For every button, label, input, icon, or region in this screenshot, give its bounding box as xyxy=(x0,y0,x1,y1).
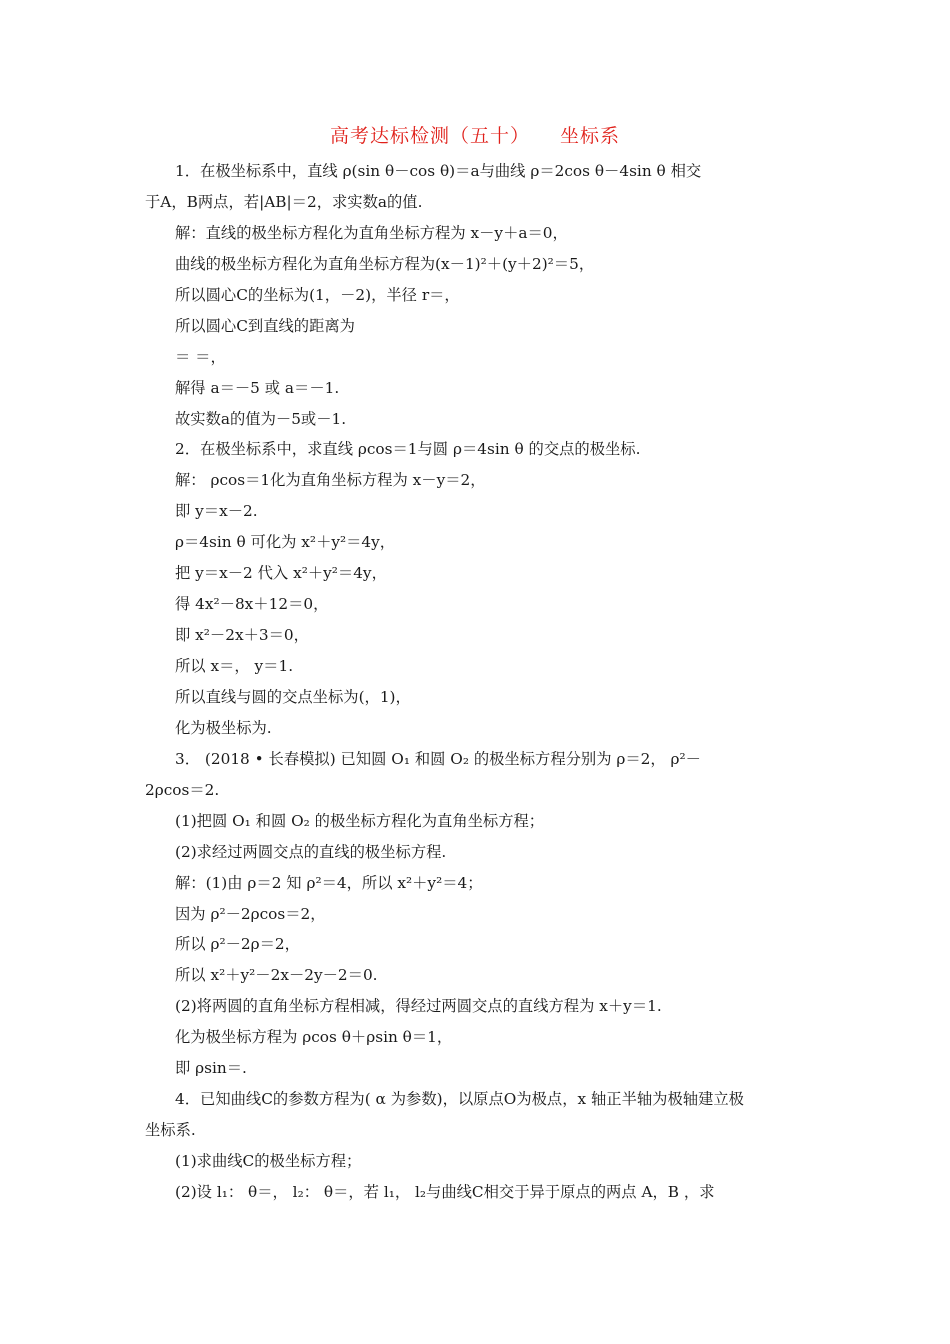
text-line: 故实数a的值为－5或－1. xyxy=(175,409,347,428)
text-line: 即 y＝x－2. xyxy=(175,502,258,521)
text-line: (2)将两圆的直角坐标方程相减，得经过两圆交点的直线方程为 x＋y＝1. xyxy=(175,997,662,1016)
text-line: 得 4x²－8x＋12＝0， xyxy=(175,595,329,614)
text-line: 于A，B两点，若|AB|＝2，求实数a的值. xyxy=(145,192,423,211)
text-line: 所以 ρ²－2ρ＝2， xyxy=(175,935,300,954)
text-line: 4．已知曲线C的参数方程为( α 为参数)，以原点O为极点，x 轴正半轴为极轴建立极 xyxy=(175,1090,744,1109)
text-line: 解得 a＝－5 或 a＝－1. xyxy=(175,378,340,397)
text-line: 把 y＝x－2 代入 x²＋y²＝4y， xyxy=(175,564,387,583)
text-line: ρ＝4sin θ 可化为 x²＋y²＝4y， xyxy=(175,533,396,552)
text-line: (2)求经过两圆交点的直线的极坐标方程. xyxy=(175,842,447,861)
text-line: 2ρcos＝2. xyxy=(145,780,220,799)
title-sub: 坐标系 xyxy=(560,125,621,147)
text-line: (1)把圆 O₁ 和圆 O₂ 的极坐标方程化为直角坐标方程； xyxy=(175,811,545,830)
text-line: (2)设 l₁： θ＝， l₂： θ＝，若 l₁， l₂与曲线C相交于异于原点的两点 A，B ，求 xyxy=(175,1182,715,1201)
text-line: 1．在极坐标系中，直线 ρ(sin θ－cos θ)＝a与曲线 ρ＝2cos θ－4sin θ 相交 xyxy=(175,162,702,180)
text-line: 解：(1)由 ρ＝2 知 ρ²＝4，所以 x²＋y²＝4； xyxy=(175,873,483,892)
text-line: ＝ ＝， xyxy=(175,347,226,366)
text-line: 所以圆心C的坐标为(1，－2)，半径 r＝， xyxy=(175,285,460,304)
text-line: 解：直线的极坐标方程化为直角坐标方程为 x－y＋a＝0， xyxy=(175,223,568,242)
text-line: 化为极坐标为. xyxy=(175,718,272,737)
text-line: 化为极坐标方程为 ρcos θ＋ρsin θ＝1， xyxy=(175,1028,453,1047)
text-line: 所以 x＝， y＝1. xyxy=(175,657,294,675)
text-line: 3． (2018 • 长春模拟) 已知圆 O₁ 和圆 O₂ 的极坐标方程分别为 ρ＝2， ρ²－ xyxy=(175,749,701,768)
text-line: 所以 x²＋y²－2x－2y－2＝0. xyxy=(175,966,378,985)
text-line: (1)求曲线C的极坐标方程； xyxy=(175,1152,362,1170)
document-body xyxy=(145,156,809,1208)
text-line: 所以直线与圆的交点坐标为(，1)， xyxy=(175,687,411,706)
text-line: 所以圆心C到直线的距离为 xyxy=(175,316,355,335)
text-line: 曲线的极坐标方程化为直角坐标方程为(x－1)²＋(y＋2)²＝5， xyxy=(175,254,595,273)
text-line: 坐标系. xyxy=(145,1121,196,1140)
title-main: 高考达标检测（五十） xyxy=(329,125,530,147)
page-title xyxy=(0,121,950,148)
text-line: 即 x²－2x＋3＝0， xyxy=(175,626,309,645)
text-line: 即 ρsin＝. xyxy=(175,1059,247,1078)
text-line: 解： ρcos＝1化为直角坐标方程为 x－y＝2， xyxy=(175,471,486,490)
text-line: 因为 ρ²－2ρcos＝2， xyxy=(175,904,326,923)
text-line: 2．在极坐标系中，求直线 ρcos＝1与圆 ρ＝4sin θ 的交点的极坐标. xyxy=(175,440,641,459)
